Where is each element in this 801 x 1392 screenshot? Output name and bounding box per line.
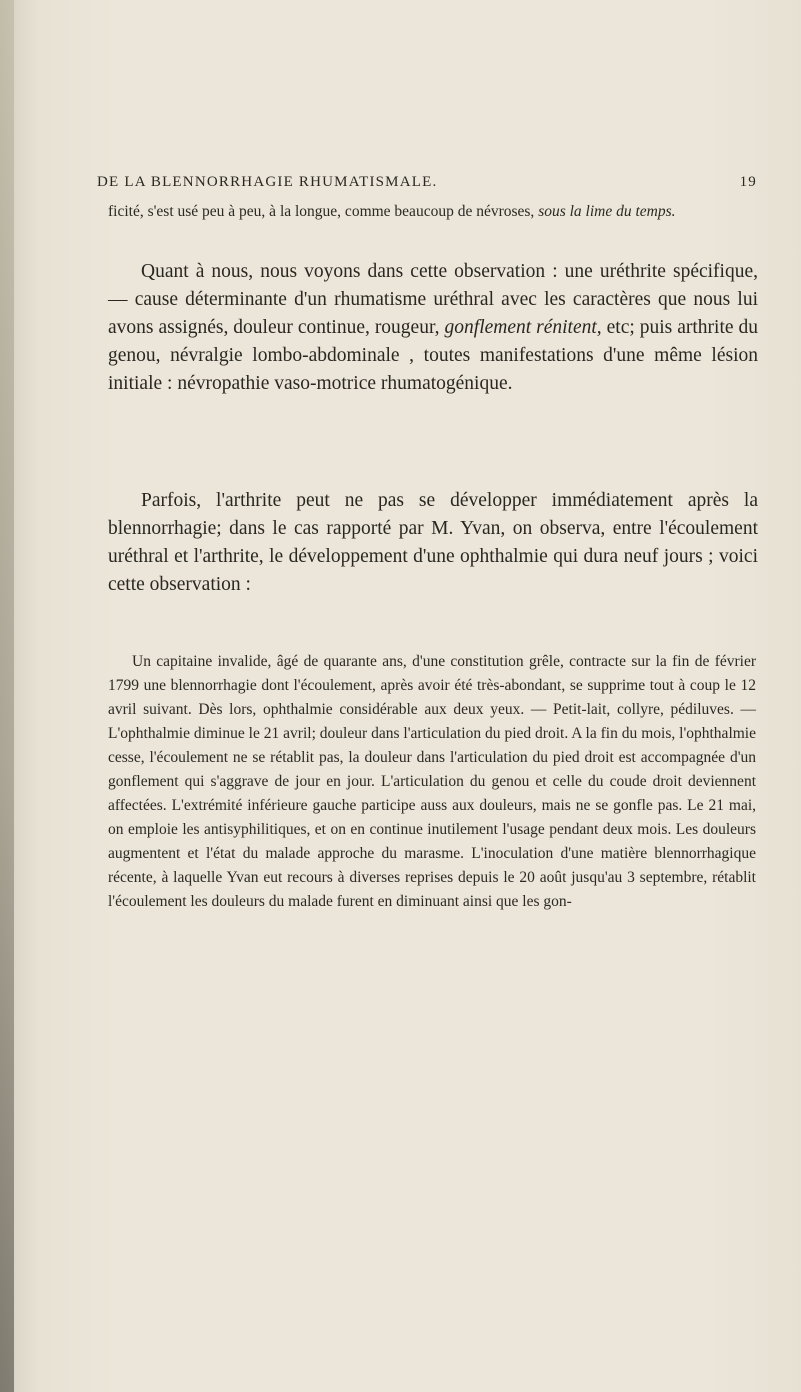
running-title: DE LA BLENNORRHAGIE RHUMATISMALE. <box>97 174 438 190</box>
paragraph-analysis-italic: gonflement rénitent, <box>444 317 602 338</box>
continued-paragraph <box>108 201 756 222</box>
continued-italic: sous la lime du temps. <box>538 203 676 220</box>
paragraph-analysis-part2: etc; puis arthrite du genou, névralgie lombo-abdominale , toutes manifestations d'une même lésion initiale : névropathie vaso-motrice rhumatogénique. <box>108 317 758 394</box>
book-spine-shadow <box>0 0 14 1392</box>
page-number: 19 <box>739 174 757 190</box>
observation-text: Un capitaine invalide, âgé de quarante ans, d'une constitution grêle, contracte sur la fin de février 1799 une blennorrhagie dont l'écoulement, après avoir été très-abondant, se supprime tout à coup le 12 avril suivant. Dès lors, ophthalmie considérable aux deux yeux. — Petit-lait, collyre, pédiluves. — L'ophthalmie diminue le 21 avril; douleur dans l'articulation du pied droit. A la fin du mois, l'ophthalmie cesse, l'écoulement ne se rétablit pas, la douleur dans l'articulation du pied droit est accompagnée d'un gonflement qui s'aggrave de jour en jour. L'articulation du genou et celle du coude droit deviennent affectées. L'extrémité inférieure gauche participe auss aux douleurs, mais ne se gonfle pas. Le 21 mai, on emploie les antisyphilitiques, et on en continue inutilement l'usage pendant deux mois. Les douleurs augmentent et l'état du malade approche du marasme. L'inoculation d'une matière blennorrhagique récente, à laquelle Yvan eut recours à diverses reprises depuis le 20 août jusqu'au 3 septembre, rétablit l'écoulement les douleurs du malade furent en diminuant ainsi que les gon- <box>108 653 756 910</box>
paragraph-yvan-case: Parfois, l'arthrite peut ne pas se développer immédiatement après la blennorrhagie; dans le cas rapporté par M. Yvan, on observa, entre l'écoulement uréthral et l'arthrite, le développement d'une ophthalmie qui dura neuf jours ; voici cette observation : <box>108 490 758 595</box>
continued-text: ficité, s'est usé peu à peu, à la longue, comme beaucoup de névroses, <box>108 203 535 220</box>
running-header <box>97 174 757 198</box>
paragraph-analysis-part1: Quant à nous, nous voyons dans cette observation : une uréthrite spécifique, — cause déterminante d'un rhumatisme uréthral avec les caractères que nous lui avons assignés, douleur continue, rougeur, <box>108 261 758 338</box>
paragraph-analysis <box>108 258 758 398</box>
